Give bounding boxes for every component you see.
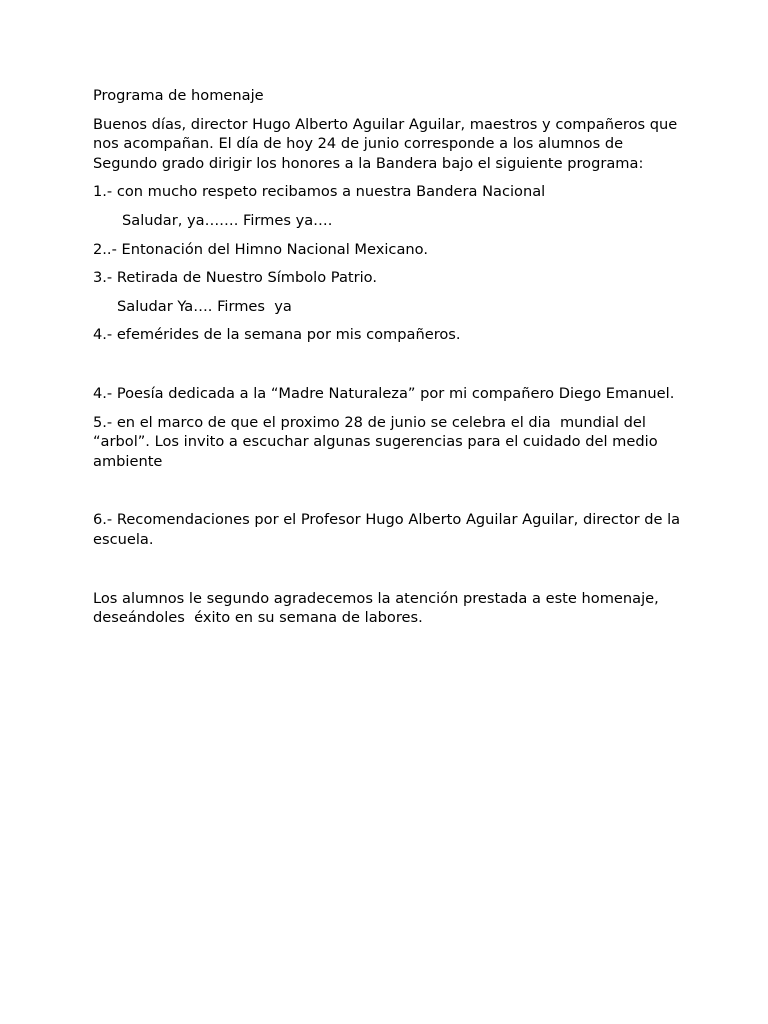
program-item-4-efemerides: 4.- efemérides de la semana por mis compañeros.: [93, 326, 461, 344]
program-item-3: 3.- Retirada de Nuestro Símbolo Patrio.: [93, 269, 377, 287]
salute-command-1: Saludar, ya……. Firmes ya….: [122, 211, 333, 229]
program-item-5: 5.- en el marco de que el proximo 28 de junio se celebra el dia mundial del “arbol”. Los invito a escuchar algunas sugerencias para el cuidado del medio ambiente: [93, 413, 663, 470]
intro-paragraph: Buenos días, director Hugo Alberto Aguilar Aguilar, maestros y compañeros que nos acompañan. El día de hoy 24 de junio corresponde a los alumnos de Segundo grado dirigir los honores a la Bandera bajo el siguiente programa:: [93, 115, 687, 172]
closing-paragraph: Los alumnos le segundo agradecemos la atención prestada a este homenaje, deseándoles éxito en su semana de labores.: [93, 589, 664, 627]
program-item-1: 1.- con mucho respeto recibamos a nuestra Bandera Nacional: [93, 183, 546, 201]
salute-command-2: Saludar Ya…. Firmes ya: [117, 297, 292, 315]
document-body: [93, 86, 685, 628]
program-item-6: 6.- Recomendaciones por el Profesor Hugo Alberto Aguilar Aguilar, director de la escuela.: [93, 511, 685, 548]
program-item-2: 2..- Entonación del Himno Nacional Mexicano.: [93, 240, 428, 258]
document-title: Programa de homenaje: [93, 87, 264, 104]
program-item-4-poesia: 4.- Poesía dedicada a la “Madre Naturaleza” por mi compañero Diego Emanuel.: [93, 384, 675, 402]
